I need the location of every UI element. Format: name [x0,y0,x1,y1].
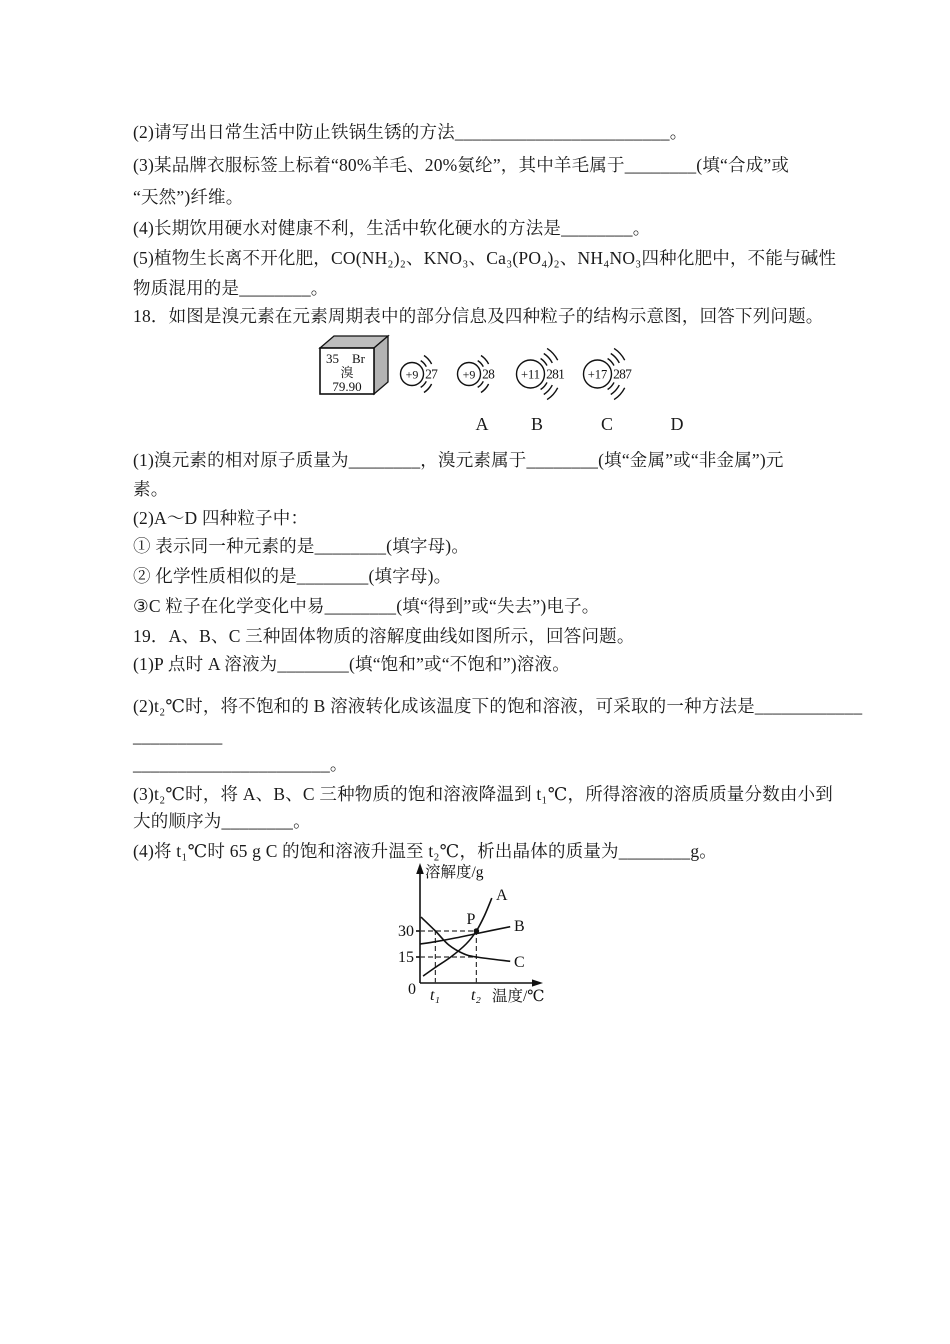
x-axis-arrow-icon [532,979,543,986]
q19-part2-blank-line1: __________ [133,726,223,746]
svg-text:8: 8 [619,366,626,382]
y-axis-label: 溶解度/g [425,864,484,881]
q19-part3-line1: (3)t₂℃时，将 A、B、C 三种物质的饱和溶液降温到 t₁℃，所得溶液的溶质质量分数由小到 [133,784,833,804]
svg-text:+17: +17 [587,367,608,382]
q17-part5-line1: (5)植物生长离不开化肥，CO(NH₂)₂、KNO₃、Ca₃(PO₄)₂、NH₄NO₃四种化肥中，不能与碱性 [133,248,837,268]
y-axis-arrow-icon [416,863,424,874]
particle-structure-B [455,346,509,407]
svg-text:2: 2 [425,366,432,382]
q18-part2-item3: ③C 粒子在化学变化中易________(填“得到”或“失去”)电子。 [133,596,600,616]
x-tick-t1: t₁ [429,987,441,1004]
svg-text:+9: +9 [462,367,476,382]
particle-letter-D: D [670,414,684,434]
svg-text:1: 1 [558,366,565,382]
particle-structure-D [581,346,646,407]
particle-structure-A [398,346,452,407]
chart-curves [420,898,510,983]
particle-letter-A: A [475,414,489,434]
svg-text:+11: +11 [520,367,541,382]
y-tick-0: 0 [408,981,416,998]
relative-atomic-mass: 79.90 [332,379,362,394]
curve-label-C: C [514,954,525,971]
q17-part3-line2: “天然”)纤维。 [133,187,244,207]
curve-label-A: A [496,887,508,904]
q19-part3-line2: 大的顺序为________。 [133,811,311,831]
particle-structure-C [514,346,579,407]
q18-stem: 18．如图是溴元素在元素周期表中的部分信息及四种粒子的结构示意图，回答下列问题。 [133,306,824,326]
svg-text:2: 2 [546,366,553,382]
svg-text:7: 7 [431,366,438,382]
svg-text:+9: +9 [405,367,419,382]
particle-letter-C: C [600,414,613,434]
q17-part2-line: (2)请写出日常生活中防止铁锅生锈的方法________________________。 [133,122,688,142]
y-tick-15: 15 [398,949,414,966]
x-axis-label: 温度/℃ [492,988,545,1005]
q18-part2-intro: (2)A～D 四种粒子中： [133,508,309,528]
svg-text:7: 7 [625,366,632,382]
y-tick-30: 30 [398,923,414,940]
element-symbol: Br [352,351,365,366]
q17-part5-line2: 物质混用的是________。 [133,278,329,298]
q18-part1-line2: 素。 [133,479,169,499]
solubility-curve-chart [372,860,582,1015]
svg-text:8: 8 [552,366,559,382]
particle-letter-B: B [530,414,543,434]
q18-part2-item2: ② 化学性质相似的是________(填字母)。 [133,566,452,586]
svg-text:2: 2 [482,366,489,382]
q19-stem: 19．A、B、C 三种固体物质的溶解度曲线如图所示，回答问题。 [133,626,635,646]
q19-part4-line: (4)将 t₁℃时 65 g C 的饱和溶液升温至 t₂℃，析出晶体的质量为________g。 [133,841,718,861]
atomic-number: 35 [326,351,339,366]
q19-part2-blank-line2: ______________________。 [133,754,348,774]
element-name: 溴 [340,365,354,380]
curve-label-B: B [514,918,525,935]
q18-part2-item1: ① 表示同一种元素的是________(填字母)。 [133,536,470,556]
q18-part1-line1: (1)溴元素的相对原子质量为________，溴元素属于________(填“金属”或“非金属”)元 [133,450,784,470]
q17-part3-line1: (3)某品牌衣服标签上标着“80%羊毛、20%氨纶”，其中羊毛属于________(填“合成”或 [133,155,790,175]
svg-text:2: 2 [613,366,620,382]
q19-part1-line: (1)P 点时 A 溶液为________(填“饱和”或“不饱和”)溶液。 [133,654,570,674]
x-tick-t2: t₂ [470,987,482,1004]
bromine-element-cell [313,332,395,406]
svg-text:8: 8 [488,366,495,382]
point-P-label: P [466,911,476,928]
q19-part2-line1: (2)t₂℃时，将不饱和的 B 溶液转化成该温度下的饱和溶液，可采取的一种方法是____________ [133,696,863,716]
q17-part4-line: (4)长期饮用硬水对健康不利，生活中软化硬水的方法是________。 [133,218,651,238]
